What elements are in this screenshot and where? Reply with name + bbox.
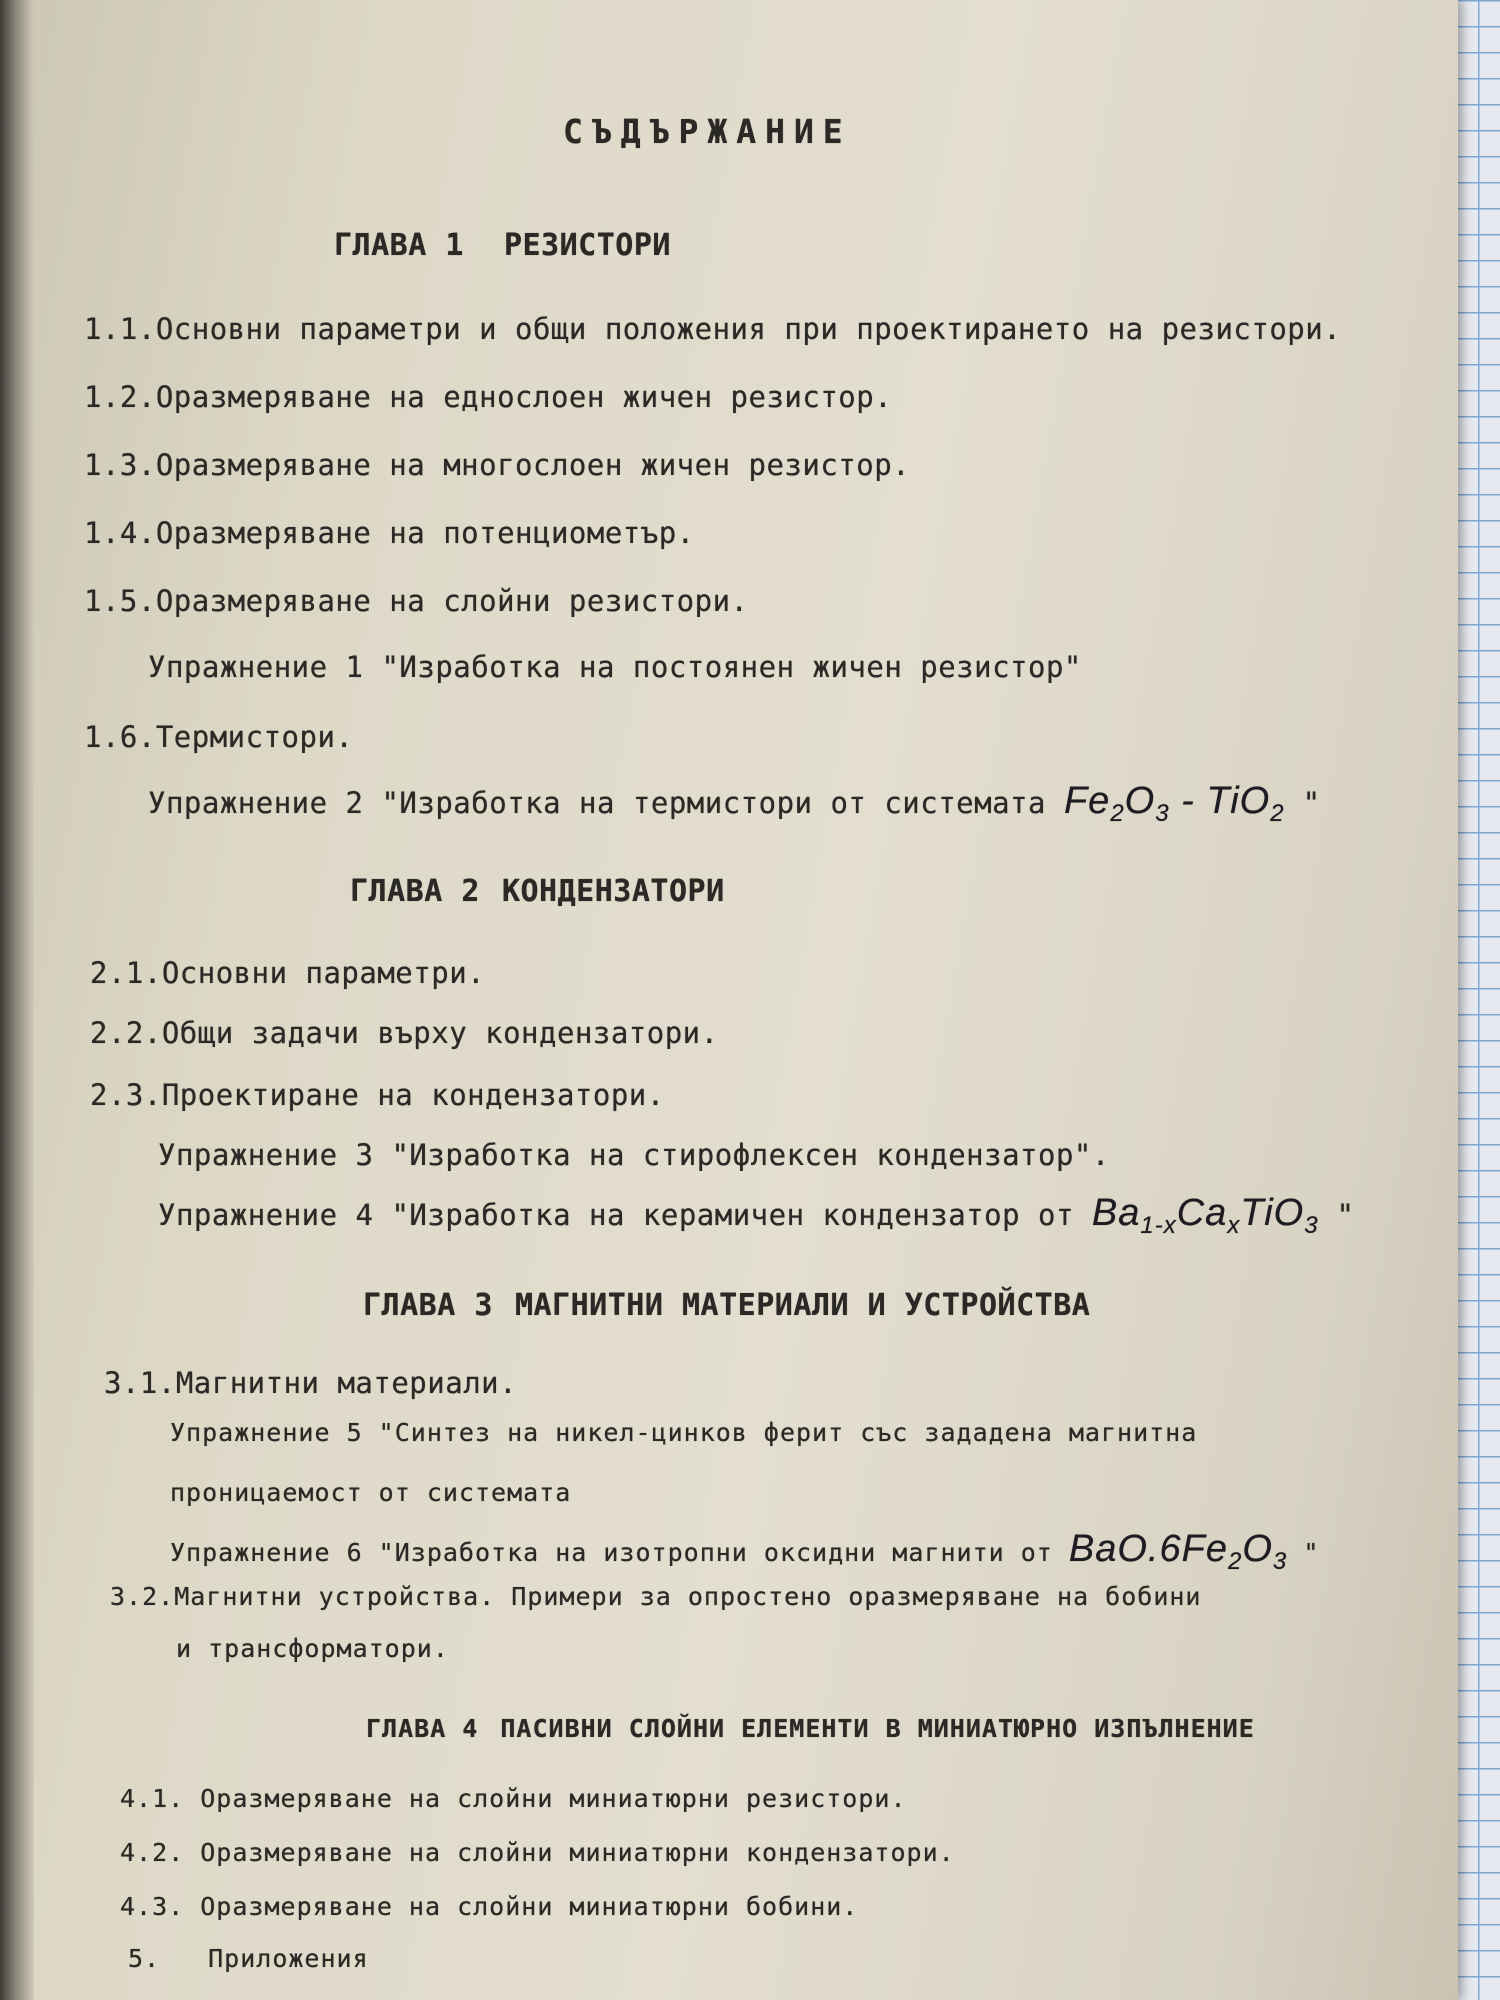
exercise-6-text: Упражнение 6 "Изработка на изотропни оксидни магнити от [170,1538,1053,1567]
chapter-1-heading [334,228,671,263]
document-page [28,0,1458,2000]
toc-item-1-2: 1.2.Оразмеряване на еднослоен жичен резистор. [84,380,893,414]
table-of-contents [28,0,1458,2000]
exercise-2-text: Упражнение 2 "Изработка на термистори от системата [148,786,1046,820]
exercise-6-close: " [1303,1538,1320,1567]
toc-item-4-3: 4.3. Оразмеряване на слойни миниатюрни бобини. [120,1892,859,1921]
toc-item-3-2-line-2: и трансформатори. [176,1634,449,1663]
toc-item-2-2: 2.2.Общи задачи върху кондензатори. [90,1016,719,1050]
toc-item-2-1: 2.1.Основни параметри. [90,956,486,990]
chapter-2-heading [350,874,725,909]
exercise-2-close: " [1302,786,1321,820]
formula-fe2o3-tio2: $Fe_2O_3 - TiO_2$ [1063,780,1285,827]
toc-item-5-text: Приложения [208,1944,369,1973]
toc-item-1-4: 1.4.Оразмеряване на потенциометър. [84,516,695,550]
exercise-2 [148,780,1321,828]
toc-item-1-6: 1.6.Термистори. [84,720,354,754]
chapter-4-name: ПАСИВНИ СЛОЙНИ ЕЛЕМЕНТИ В МИНИАТЮРНО ИЗПЪЛНЕНИЕ [500,1714,1255,1743]
chapter-4-heading [366,1714,1255,1743]
toc-item-4-1: 4.1. Оразмеряване на слойни миниатюрни резистори. [120,1784,907,1813]
toc-item-2-3: 2.3.Проектиране на кондензатори. [90,1078,665,1112]
exercise-6 [170,1528,1319,1576]
toc-item-4-2: 4.2. Оразмеряване на слойни миниатюрни кондензатори. [120,1838,955,1867]
exercise-4 [158,1192,1355,1240]
chapter-1-name: РЕЗИСТОРИ [503,228,671,263]
toc-item-1-5: 1.5.Оразмеряване на слойни резистори. [84,584,749,618]
formula-bao-6fe2o3: $BaO.6Fe_2O_3$ [1068,1528,1288,1575]
book-binding-edge [0,0,34,2000]
toc-item-3-1: 3.1.Магнитни материали. [104,1366,518,1400]
chapter-4-label: ГЛАВА 4 [366,1714,479,1743]
chapter-2-name: КОНДЕНЗАТОРИ [501,874,725,909]
chapter-3-label: ГЛАВА 3 [363,1288,493,1323]
exercise-5-line-2: проницаемост от системата [170,1478,572,1507]
formula-ba-ca-tio3: $Ba_{1-x}Ca_xTiO_3$ [1091,1192,1319,1239]
page-title: СЪДЪРЖАНИЕ [563,112,852,151]
exercise-3: Упражнение 3 "Изработка на стирофлексен кондензатор". [158,1138,1110,1172]
chapter-1-label: ГЛАВА 1 [334,228,464,263]
chapter-2-label: ГЛАВА 2 [350,874,480,909]
exercise-5-line-1: Упражнение 5 "Синтез на никел-цинков ферит със зададена магнитна [170,1418,1198,1447]
toc-item-5-number: 5. [128,1944,161,1973]
exercise-4-close: " [1336,1198,1355,1232]
chapter-3-heading [363,1288,1090,1323]
exercise-1: Упражнение 1 "Изработка на постоянен жичен резистор" [148,650,1082,684]
toc-item-3-2-line-1: 3.2.Магнитни устройства. Примери за опростено оразмеряване на бобини [110,1582,1202,1611]
exercise-4-text: Упражнение 4 "Изработка на керамичен кондензатор от [158,1198,1074,1232]
toc-item-1-1: 1.1.Основни параметри и общи положения при проектирането на резистори. [84,312,1342,346]
toc-item-1-3: 1.3.Оразмеряване на многослоен жичен резистор. [84,448,911,482]
toc-item-5 [128,1944,369,1973]
chapter-3-name: МАГНИТНИ МАТЕРИАЛИ И УСТРОЙСТВА [514,1288,1091,1323]
